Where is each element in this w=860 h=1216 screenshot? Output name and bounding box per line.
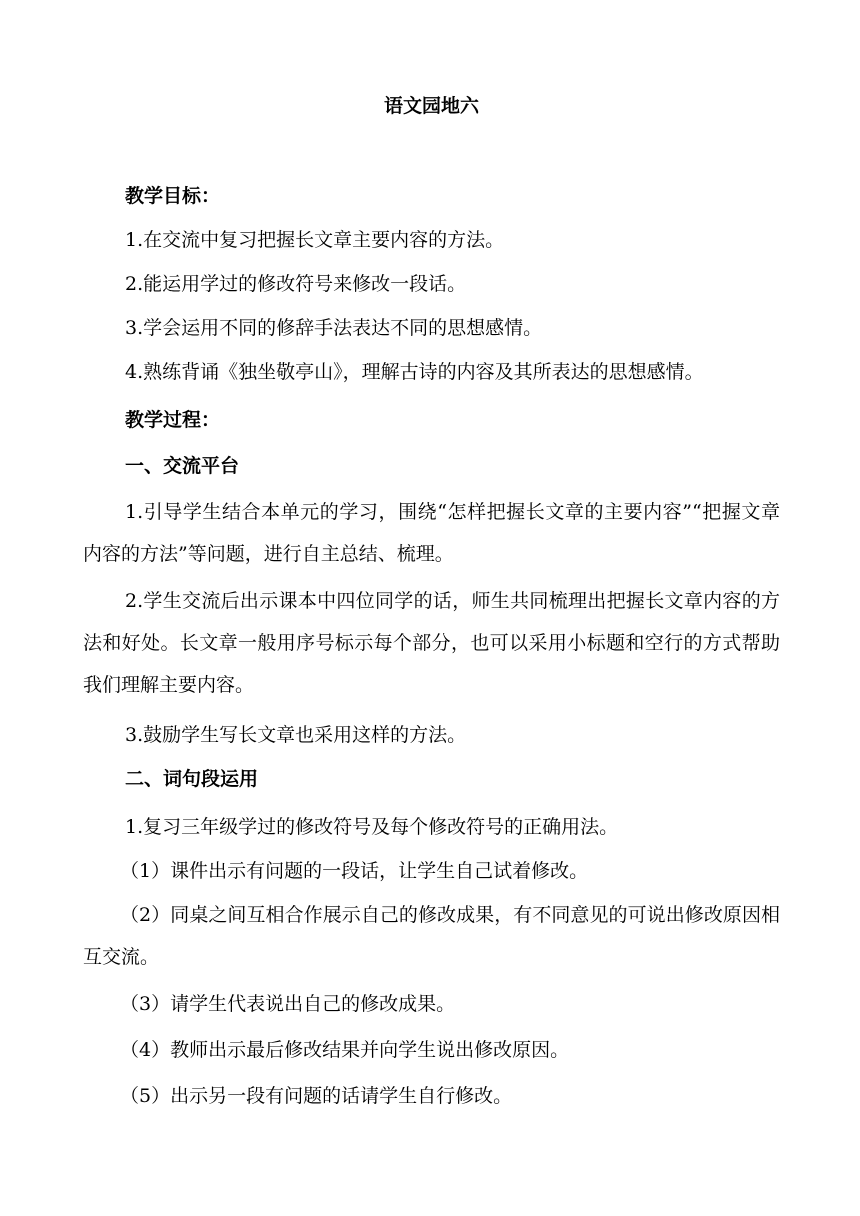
- objectives-heading: 教学目标：: [125, 185, 221, 207]
- objective-item-1: 1.在交流中复习把握长文章主要内容的方法。: [125, 229, 505, 251]
- usage-paragraph-1: 1.复习三年级学过的修改符号及每个修改符号的正确用法。: [125, 816, 619, 838]
- usage-step-5: （5）出示另一段有问题的话请学生自行修改。: [120, 1085, 513, 1107]
- objective-item-3: 3.学会运用不同的修辞手法表达不同的思想感情。: [125, 317, 543, 339]
- section-heading-exchange: 一、交流平台: [125, 455, 240, 477]
- objective-item-2: 2.能运用学过的修改符号来修改一段话。: [125, 273, 467, 295]
- document-title: 语文园地六: [383, 95, 479, 117]
- exchange-paragraph-2: 2.学生交流后出示课本中四位同学的话，师生共同梳理出把握长文章内容的方法和好处。长文章一般用序号标示每个部分，也可以采用小标题和空行的方式帮助我们理解主要内容。: [83, 590, 780, 696]
- usage-step-3: （3）请学生代表说出自己的修改成果。: [120, 993, 456, 1015]
- usage-step-4: （4）教师出示最后修改结果并向学生说出修改原因。: [120, 1039, 570, 1061]
- exchange-paragraph-3: 3.鼓励学生写长文章也采用这样的方法。: [125, 724, 467, 746]
- usage-step-2: （2）同桌之间互相合作展示自己的修改成果，有不同意见的可说出修改原因相互交流。: [83, 904, 780, 968]
- section-heading-usage: 二、词句段运用: [125, 768, 259, 790]
- process-heading: 教学过程：: [125, 409, 221, 431]
- objective-item-4: 4.熟练背诵《独坐敬亭山》，理解古诗的内容及其所表达的思想感情。: [125, 361, 704, 383]
- usage-step-1: （1）课件出示有问题的一段话，让学生自己试着修改。: [120, 860, 589, 882]
- exchange-paragraph-1: 1.引导学生结合本单元的学习，围绕“怎样把握长文章的主要内容”“把握文章内容的方法”等问题，进行自主总结、梳理。: [83, 501, 780, 565]
